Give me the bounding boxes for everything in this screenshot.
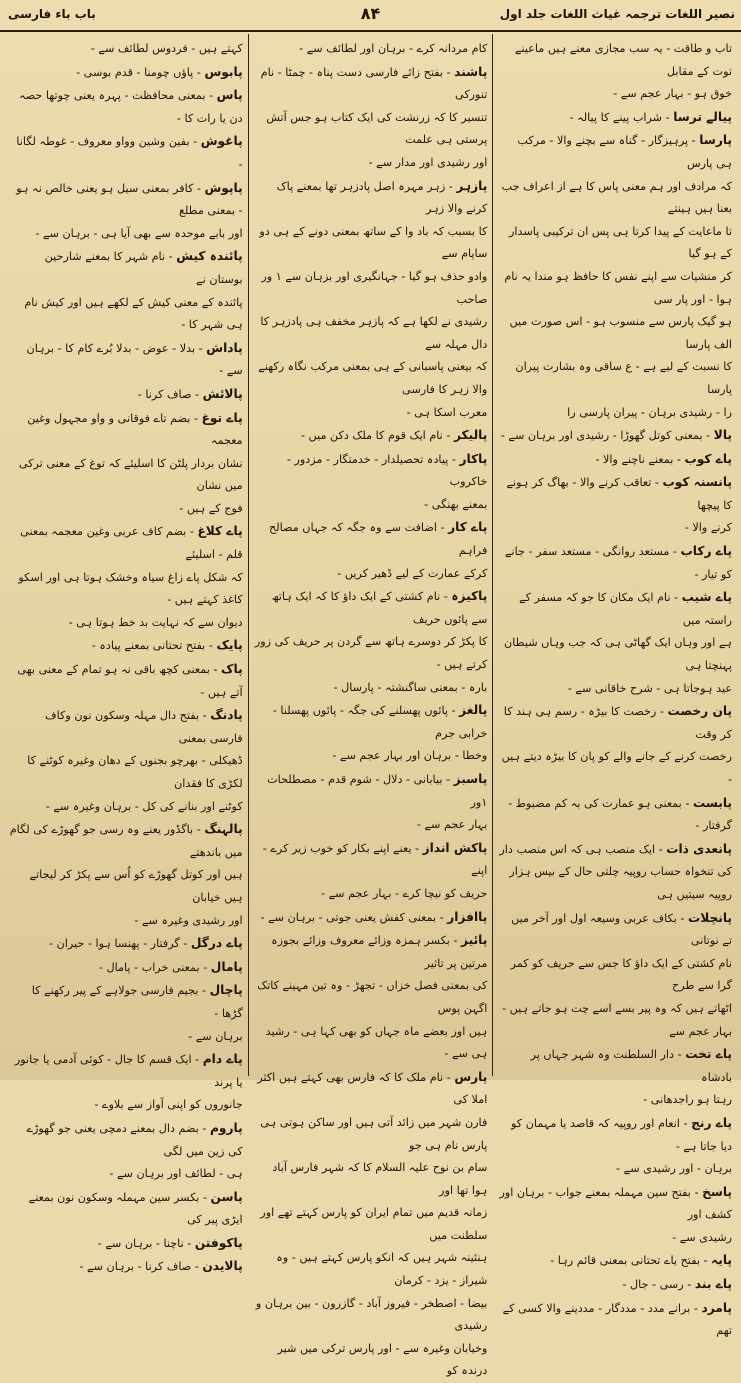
definition-text: - انعام اور روپیہ کہ قاصد یا مہمان کو دیا جاتا ہے - xyxy=(511,1116,732,1153)
entry-line xyxy=(498,540,732,586)
entry-line xyxy=(9,1026,243,1049)
headword: پاے کلاغ xyxy=(197,524,243,539)
headword: پاسن xyxy=(210,1189,243,1204)
definition-text: نام کشتی کے ایک داؤ کا جس سے حریف کو کمر گرا سے طرح xyxy=(510,956,732,993)
entry-line xyxy=(498,424,732,448)
definition-text: - بمعنی ہو عمارت کی بہ کم مضبوط - گرفتار - xyxy=(508,796,732,833)
entry-line xyxy=(254,1066,488,1112)
definition-text: - کافر بمعنی سیل ہو یعنی خالص نہ ہو - بمعنی مطلع xyxy=(16,181,243,218)
entry-line xyxy=(9,292,243,337)
entry-line xyxy=(254,883,488,906)
headword: پاک xyxy=(221,662,243,677)
entry-line xyxy=(498,586,732,632)
definition-text: - شراب پینے کا پیالہ - xyxy=(569,110,670,124)
entry-line xyxy=(9,453,243,498)
entry-line xyxy=(254,699,488,745)
entry-line xyxy=(9,932,243,956)
definition-text: - بمعنی کچھ باقی نہ ہو تمام کے معنی بھی آتے ہیں - xyxy=(17,663,243,699)
entry-line xyxy=(254,1157,488,1202)
entry-line xyxy=(498,221,732,266)
entry-line xyxy=(498,1089,732,1112)
entry-line xyxy=(9,84,243,130)
definition-text: - بکاف عربی وسیعہ اول اور آخر میں تے نوتانی xyxy=(511,911,732,948)
definition-text: کا پکڑ کر دوسرے ہاتھ سے گردن پر حریف کی زور کرتے ہیں - xyxy=(254,635,488,672)
definition-text: - بفین وشین وواو معروف - غوطہ لگانا - xyxy=(16,135,243,171)
definition-text: - ایک قسم کا جال - کوئی آدمی یا جانور یا پرند xyxy=(14,1053,243,1089)
definition-text: پائندہ کے معنی کیش کے لکھے ہیں اور کیش نام ہی شہر کا - xyxy=(24,295,243,332)
section-title: باب باء فارسی xyxy=(8,7,96,21)
entry-line xyxy=(9,1232,243,1256)
definition-text: خوق ہو - بہار عجم سے - xyxy=(613,87,732,101)
entry-line xyxy=(498,861,732,906)
headword: پاے رکاب xyxy=(680,544,732,559)
definition-text: جانوروں کو اپنی آواز سے بلاوے - xyxy=(94,1098,243,1112)
entry-line xyxy=(9,796,243,819)
definition-text: ہے اور وہاں ایک گھاٹی ہی کہ جب وہاں شیطان پہنچتا ہی xyxy=(504,636,732,673)
headword: پاے تخت xyxy=(685,1047,732,1062)
definition-text: وخطا - برہان اور بہار عجم سے - xyxy=(332,749,488,763)
definition-text: بیضا - اصطخر - فیروز آباد - گازرون - بین برہان و رشیدی xyxy=(255,1296,488,1333)
headword: پاشند xyxy=(454,64,488,79)
definition-text: - یعنے اپنے بکار کو خوب زیر کرے - اپنے xyxy=(262,841,488,878)
headword: پابوس xyxy=(204,64,243,79)
text-columns xyxy=(4,34,737,1378)
headword: پازہر xyxy=(456,178,488,193)
definition-text: - مستعد روانگی - مستعد سفر - جانے کو تیار - xyxy=(504,545,732,581)
definition-text: اور بابے موحدہ سے بھی آیا ہی - برہان سے - xyxy=(35,226,243,240)
entry-line xyxy=(498,792,732,838)
definition-text: - اضافت سے وہ جگہ کہ جہاں مصالح فراہم xyxy=(269,521,488,558)
entry-line xyxy=(9,864,243,909)
entry-line xyxy=(498,38,732,83)
definition-text: رہتا ہو راجدھانی - xyxy=(643,1093,732,1107)
headword: پیالے ترسا xyxy=(673,109,732,124)
definition-text: تاب و طاقت - یہ سب مجازی معنے ہیں ماعینے توت کے مقابل xyxy=(514,42,732,78)
headword: پاے دام xyxy=(202,1052,243,1067)
definition-text: - نام ایک قوم کا ملک دکن میں - xyxy=(300,429,451,443)
entry-line xyxy=(254,266,488,311)
definition-text: را - رشیدی برہان - پیران پارسی را xyxy=(567,405,732,419)
entry-line xyxy=(498,1297,732,1343)
entry-line xyxy=(9,567,243,612)
column-right xyxy=(492,34,737,1338)
entry-line xyxy=(254,356,488,401)
entry-line xyxy=(9,634,243,658)
definition-text: ہنئینہ شہر ہیں کہ انکو پارس کہتے ہیں - وہ شیراز - یزد - کرمان xyxy=(276,1251,488,1288)
entry-line xyxy=(498,517,732,540)
definition-text: برہان - اور رشیدی سے - xyxy=(616,1162,732,1176)
definition-text: معرب اسکا ہی - xyxy=(406,405,488,419)
entry-line xyxy=(9,223,243,246)
definition-text: - بکسر ہمزہ وزائے معروف وزائے بجوزہ مرتین پر تاثیر xyxy=(271,934,488,970)
headword: پالہنگ xyxy=(204,822,243,837)
headword: پاے درگل xyxy=(190,936,243,951)
definition-text: - پرہیزگار - گناہ سے بچنے والا - مرکب ہی پارس xyxy=(517,134,732,170)
definition-text: عید ہوجاتا ہی - شرح خاقانی سے - xyxy=(567,681,732,695)
entry-line xyxy=(254,61,488,107)
definition-text: - نام ایک مکان کا جو کہ مسفر کے راستہ میں xyxy=(519,591,732,627)
definition-text: - پیادہ تحصیلدار - خدمتگار - مزدور - خاکروب xyxy=(286,452,488,489)
headword: پایک xyxy=(216,638,243,653)
entry-line xyxy=(498,998,732,1043)
entry-line xyxy=(498,746,732,791)
entry-line xyxy=(254,1202,488,1247)
entry-line xyxy=(254,837,488,883)
definition-text: وخیابان وغیرہ سے - اور پارس ترکی میں شیر درندہ کو xyxy=(277,1341,488,1378)
entry-line xyxy=(9,1163,243,1186)
definition-text: رخصت کرنے کے جانے والے کو پان کا بیڑہ دیتے ہیں - xyxy=(501,750,732,786)
definition-text: کہ مرادف اور ہم معنی پاس کا ہے از اعراف جب بعنا ہیں ہینتے xyxy=(501,179,732,216)
page-header xyxy=(0,0,741,32)
entry-line xyxy=(254,494,488,517)
definition-text: کرنے والا - xyxy=(684,521,732,535)
definition-text: زمانہ قدیم میں تمام ایران کو پارس کہتے تھے اور سلطنت میں xyxy=(260,1206,488,1242)
definition-text: - بفتح دال مہلہ وسکون نون وکاف فارسی بمعنی xyxy=(45,709,243,745)
entry-line xyxy=(254,814,488,837)
entry-line xyxy=(498,1112,732,1158)
headword: پاے توغ xyxy=(201,410,243,425)
headword: پالیکر xyxy=(453,428,488,443)
entry-line xyxy=(498,129,732,175)
entry-line xyxy=(498,402,732,425)
entry-line xyxy=(9,818,243,864)
definition-text: نشان بردار پلٹن کا اسلیئے کہ توغ کے معنی ترکی میں نشان xyxy=(18,456,243,493)
entry-line xyxy=(9,612,243,635)
headword: پانعدی ذات xyxy=(666,841,732,856)
definition-text: - بضم دال بمعنے دمچی یعنی جو گھوڑے کی زین میں لگی xyxy=(26,1121,243,1158)
definition-text: - پائوں پھسلنے کی جگہ - پائوں پھسلنا - خرابی جرم xyxy=(272,704,488,740)
definition-text: - نام کشتی کے ایک داؤ کا کہ ایک ہاتھ سے پائوں حریف xyxy=(271,590,488,626)
definition-text: - صاف کرنا - برہان سے - xyxy=(79,1260,199,1274)
headword: پائیز xyxy=(461,933,488,948)
definition-text: - باگڈور یعنے وہ رسی جو گھوڑے کی لگام میں باندھتے xyxy=(9,823,243,859)
definition-text: - بمعنی محافظت - پہرہ یعنی چوتھا حصہ دن یا رات کا - xyxy=(19,89,243,125)
definition-text: کی تنخواہ حساب روپیہ چلتی حال کے بیس ہزار روپیہ سیتیں ہی xyxy=(509,865,732,901)
definition-text: - ایک منصب ہی کہ اس منصب دار xyxy=(499,842,663,856)
entry-line xyxy=(498,311,732,356)
definition-text: فارن شہر میں زائد آتی ہیں اور ساکن ہوتی ہی پارس نام ہی جو xyxy=(260,1115,488,1152)
definition-text: - بکسر سین مہملہ وسکون نون بمعنے ایڑی پیر کی xyxy=(28,1190,243,1227)
entry-line xyxy=(498,1249,732,1273)
page-number: ۸۴ xyxy=(360,4,381,23)
definition-text: کر منشیات سے اپنے نفس کا حافظ ہو مندا یہ نام ہوا - اور پار سی xyxy=(504,269,732,306)
entry-line xyxy=(9,979,243,1025)
headword: پاکار xyxy=(459,451,488,466)
entry-line xyxy=(254,1247,488,1292)
entry-line xyxy=(498,356,732,401)
definition-text: کام مردانہ کرے - برہان اور لطائف سے - xyxy=(299,42,488,55)
entry-line xyxy=(254,152,488,175)
definition-text: - زہر مہرہ اصل پادزہر تھا بمعنے پاک کرنے والا زہر xyxy=(276,179,488,216)
entry-line xyxy=(9,130,243,176)
entry-line xyxy=(9,1094,243,1117)
entry-line xyxy=(254,424,488,448)
definition-text: حریف کو نیچا کرے - بہار عجم سے - xyxy=(320,886,488,900)
headword: پاے کوب xyxy=(684,451,732,466)
definition-text: رشیدی نے لکھا ہے کہ پازہر مخفف ہی پادزہر کا دال مہلہ سے xyxy=(260,315,488,351)
entry-line xyxy=(498,632,732,677)
entry-line xyxy=(254,677,488,700)
entry-line xyxy=(254,631,488,676)
headword: پانسنہ کوب xyxy=(662,475,732,490)
book-title: نصیر اللغات ترجمہ غیاث اللغات جلد اول xyxy=(499,7,735,21)
headword: پاکش انداز xyxy=(422,840,488,855)
entry-line xyxy=(254,1112,488,1157)
definition-text: دیوان سے کہ نہایت بد خط ہوتا ہی - xyxy=(68,615,243,629)
headword: پاافزار xyxy=(447,909,488,924)
headword: پادنگ xyxy=(210,708,243,723)
definition-text: وادو حذف ہو گیا - جہانگیری اور بزہان سے ۱ ور صاحب xyxy=(261,269,488,306)
headword: پامرد xyxy=(701,1300,732,1315)
entry-line xyxy=(498,953,732,998)
entry-line xyxy=(498,1273,732,1297)
headword: پاداش xyxy=(206,340,243,355)
headword: پاکوفتن xyxy=(194,1235,243,1250)
column-left xyxy=(4,34,248,1274)
definition-text: - بفتح یاے تحتانی بمعنی قائم رہا - xyxy=(550,1254,708,1268)
definition-text: - بضم کاف عربی وغین معجمہ بمعنی قلم - اسلیئے xyxy=(20,525,243,562)
entry-line xyxy=(254,563,488,586)
entry-line xyxy=(498,83,732,106)
entry-line xyxy=(254,38,488,61)
definition-text: کہ بیعنی پاسبانی کے ہی بمعنی مرکب نگاہ رکھنے والا زہر کا فارسی xyxy=(258,360,488,396)
entry-line xyxy=(9,750,243,795)
headword: پامال xyxy=(210,959,243,974)
definition-text: - نام شہر کا بمعنے شارحین بوستان نے xyxy=(44,250,243,286)
definition-text: - دار السلطنت وہ شہر جہاں پر بادشاہ xyxy=(530,1048,732,1084)
definition-text: برہان سے - xyxy=(188,1029,243,1043)
entry-line xyxy=(9,383,243,407)
headword: پاے رنج xyxy=(691,1115,732,1130)
headword: پالایدن xyxy=(202,1259,243,1274)
entry-line xyxy=(254,221,488,266)
definition-text: بارہ - بمعنی ساگنشتہ - پارسال - xyxy=(333,680,488,694)
entry-line xyxy=(498,1158,732,1181)
entry-line xyxy=(498,700,732,746)
definition-text: - بمعنی کوتل گھوڑا - رشیدی اور برہان سے - xyxy=(500,429,711,443)
entry-line xyxy=(9,704,243,750)
entry-line xyxy=(9,658,243,704)
column-middle xyxy=(248,34,493,1378)
entry-line xyxy=(9,337,243,383)
entry-line xyxy=(254,1338,488,1383)
headword: پاے شیب xyxy=(681,590,732,605)
definition-text: - بفتح زائے فارسی دست پناہ - چمٹا - نام تنورکی xyxy=(260,65,488,102)
headword: پاغوش xyxy=(200,134,243,149)
entry-line xyxy=(9,38,243,61)
definition-text: کرکے عمارت کے لیے ڈھیر کریں - xyxy=(337,566,488,580)
headword: پارسا xyxy=(699,133,732,148)
entry-line xyxy=(498,266,732,311)
definition-text: - ناچنا - برہان سے - xyxy=(97,1236,192,1250)
definition-text: - گرفتار - پھنسا ہوا - حیران - xyxy=(48,937,188,951)
entry-line xyxy=(254,1293,488,1338)
definition-text: رشیدی سے - xyxy=(672,1230,732,1244)
headword: پائندہ کیش xyxy=(176,249,243,264)
entry-line xyxy=(498,471,732,517)
definition-text: - تعاقب کرنے والا - بھاگ کر ہونے کا پیچھا xyxy=(506,476,732,512)
entry-line xyxy=(498,176,732,221)
definition-text: - بمعنی کفش یعنی جوتی - برہان سے - xyxy=(260,910,444,924)
definition-text: - نام ملک کا کہ فارس بھی کہتے ہیں اکثر املا کی xyxy=(257,1070,488,1107)
entry-line xyxy=(498,838,732,862)
definition-text: - صاف کرنا - xyxy=(137,387,200,401)
definition-text: ہیں اور کوتل گھوڑے کو اُس سے پکڑ کر لیجاتے ہیں خیابان xyxy=(29,868,243,904)
entry-line xyxy=(254,975,488,1020)
definition-text: بہار عجم سے - xyxy=(416,818,488,832)
definition-text: کہتے ہیں - فردوس لطائف سے - xyxy=(90,42,243,55)
definition-text: اٹھاتے ہیں کہ وہ پیر بسے اسے چت ہو جاتے ہیں - بہار عجم سے xyxy=(502,1001,732,1038)
definition-text: - پاؤں چومنا - قدم بوسی - xyxy=(76,65,201,79)
headword: پالائش xyxy=(202,386,243,401)
definition-text: ہو گیک پارس سے منسوب ہو - اس صورت میں الف پارسا xyxy=(509,315,732,351)
entry-line xyxy=(498,678,732,701)
definition-text: - بیابانی - دلال - شوم قدم - مصطلحات ۱ور xyxy=(267,773,488,809)
entry-line xyxy=(9,177,243,223)
entry-line xyxy=(254,448,488,494)
entry-line xyxy=(498,448,732,472)
definition-text: فوج کے ہیں - xyxy=(179,501,243,515)
definition-text: کہ شکل پاے زاغ سیاہ وخشک ہوتا ہی اور اسکو کاغذ کہتے ہیں - xyxy=(18,570,243,607)
entry-line xyxy=(498,1181,732,1227)
entry-line xyxy=(9,407,243,453)
headword: پالا xyxy=(713,428,732,443)
definition-text: - بفتح سین مہملہ بمعنے جواب - برہان اور کشف اور xyxy=(499,1185,732,1222)
entry-line xyxy=(9,1048,243,1094)
definition-text: کا بسبب کہ باد وا کے ساتھ بمعنی دونے کے ہی دو ساپام سے xyxy=(259,224,488,261)
entry-line xyxy=(498,1227,732,1250)
entry-line xyxy=(9,910,243,933)
entry-line xyxy=(254,929,488,975)
entry-line xyxy=(9,1117,243,1163)
headword: پایہ xyxy=(711,1253,732,1268)
entry-line xyxy=(254,585,488,631)
definition-text: - رسی - جال - xyxy=(622,1278,692,1292)
entry-line xyxy=(9,520,243,566)
entry-line xyxy=(498,907,732,953)
entry-line xyxy=(498,1043,732,1089)
definition-text: - بجیم فارسی جولاہے کے پیر رکھنے کا گڑھا - xyxy=(31,984,243,1020)
definition-text: - بدلا - عوض - بدلا بُرے کام کا - برہان سے - xyxy=(26,341,243,378)
headword: پاپوش xyxy=(204,180,243,195)
entry-line xyxy=(254,175,488,221)
headword: پاس xyxy=(216,88,243,103)
headword: پاسخ xyxy=(702,1184,732,1199)
entry-line xyxy=(9,498,243,521)
definition-text: - بضم تاے فوقانی و واو مجہول وغین معجمہ xyxy=(27,411,243,448)
definition-text: کی بمعنی فصل خزاں - تجھڑ - وہ تین مہینے کاتک اگہن پوس xyxy=(257,979,488,1015)
entry-line xyxy=(254,768,488,814)
definition-text: تا ماعایت کے پیدا کرتا ہی پس ان ترکیبی پاسدار کے ہو گیا xyxy=(508,224,732,261)
entry-line xyxy=(9,956,243,980)
definition-text: ہی - لطائف اور برہان سے - xyxy=(109,1167,243,1181)
definition-text: کا نسبت کے لیے ہے - ع ساقی وہ بشارت پیران پارسا xyxy=(515,360,732,396)
entry-line xyxy=(254,906,488,930)
entry-line xyxy=(254,516,488,562)
definition-text: اور رشیدی اور مدار سے - xyxy=(368,155,488,169)
definition-text: سام بن نوح علیہ السلام کا کہ شہر فارس آباد ہوا تھا اور xyxy=(272,1161,488,1197)
headword: پاروم xyxy=(209,1120,243,1135)
headword: پاچال xyxy=(209,983,243,998)
definition-text: بمعنے بھنگی - xyxy=(424,497,488,511)
definition-text: ڈھیکلی - بھرچو بجنوں کے دھان وغیرہ کوٹنے کا لکڑی کا فقدان xyxy=(27,754,243,790)
headword: پارس xyxy=(454,1069,488,1084)
entry-line xyxy=(254,107,488,152)
definition-text: تنسیر کا کہ زرنشت کی ایک کتاب ہو جس آتش پرستی ہی علمت xyxy=(266,110,488,147)
headword: پابست xyxy=(692,795,732,810)
definition-text: - رخصت کا بیڑہ - رسم ہی ہند کا کر وقت xyxy=(503,705,732,741)
entry-line xyxy=(498,106,732,130)
headword: پان رخصت xyxy=(667,704,732,719)
headword: پاے بند xyxy=(694,1277,732,1292)
headword: پاکیزہ xyxy=(451,589,488,604)
definition-text: - بفتح تحتانی بمعنے پیادہ - xyxy=(91,639,213,653)
entry-line xyxy=(254,745,488,768)
definition-text: - بمعنے ناچنے والا - xyxy=(595,452,681,466)
entry-line xyxy=(9,61,243,85)
headword: پاے کار xyxy=(448,520,488,535)
definition-text: ہیں اور بعضے ماہ جہاں کو بھی کہا ہی - رشید ہی سے - xyxy=(265,1024,488,1061)
entry-line xyxy=(9,1255,243,1279)
headword: پالغز xyxy=(459,703,488,718)
entry-line xyxy=(9,245,243,291)
definition-text: اور رشیدی وغیرہ سے - xyxy=(134,913,243,927)
headword: پاسبز xyxy=(453,772,488,786)
entry-line xyxy=(254,311,488,356)
entry-line xyxy=(9,1186,243,1232)
entry-line xyxy=(254,1021,488,1066)
definition-text: - بمعنی خراب - پامال - xyxy=(98,960,208,974)
definition-text: - برانے مدد - مددگار - مددینے والا کسی کے تھم xyxy=(502,1301,732,1338)
definition-text: کوٹنے اور بنانے کی کل - برہان وغیرہ سے - xyxy=(45,799,243,813)
headword: پانچلات xyxy=(687,910,732,925)
entry-line xyxy=(254,402,488,425)
